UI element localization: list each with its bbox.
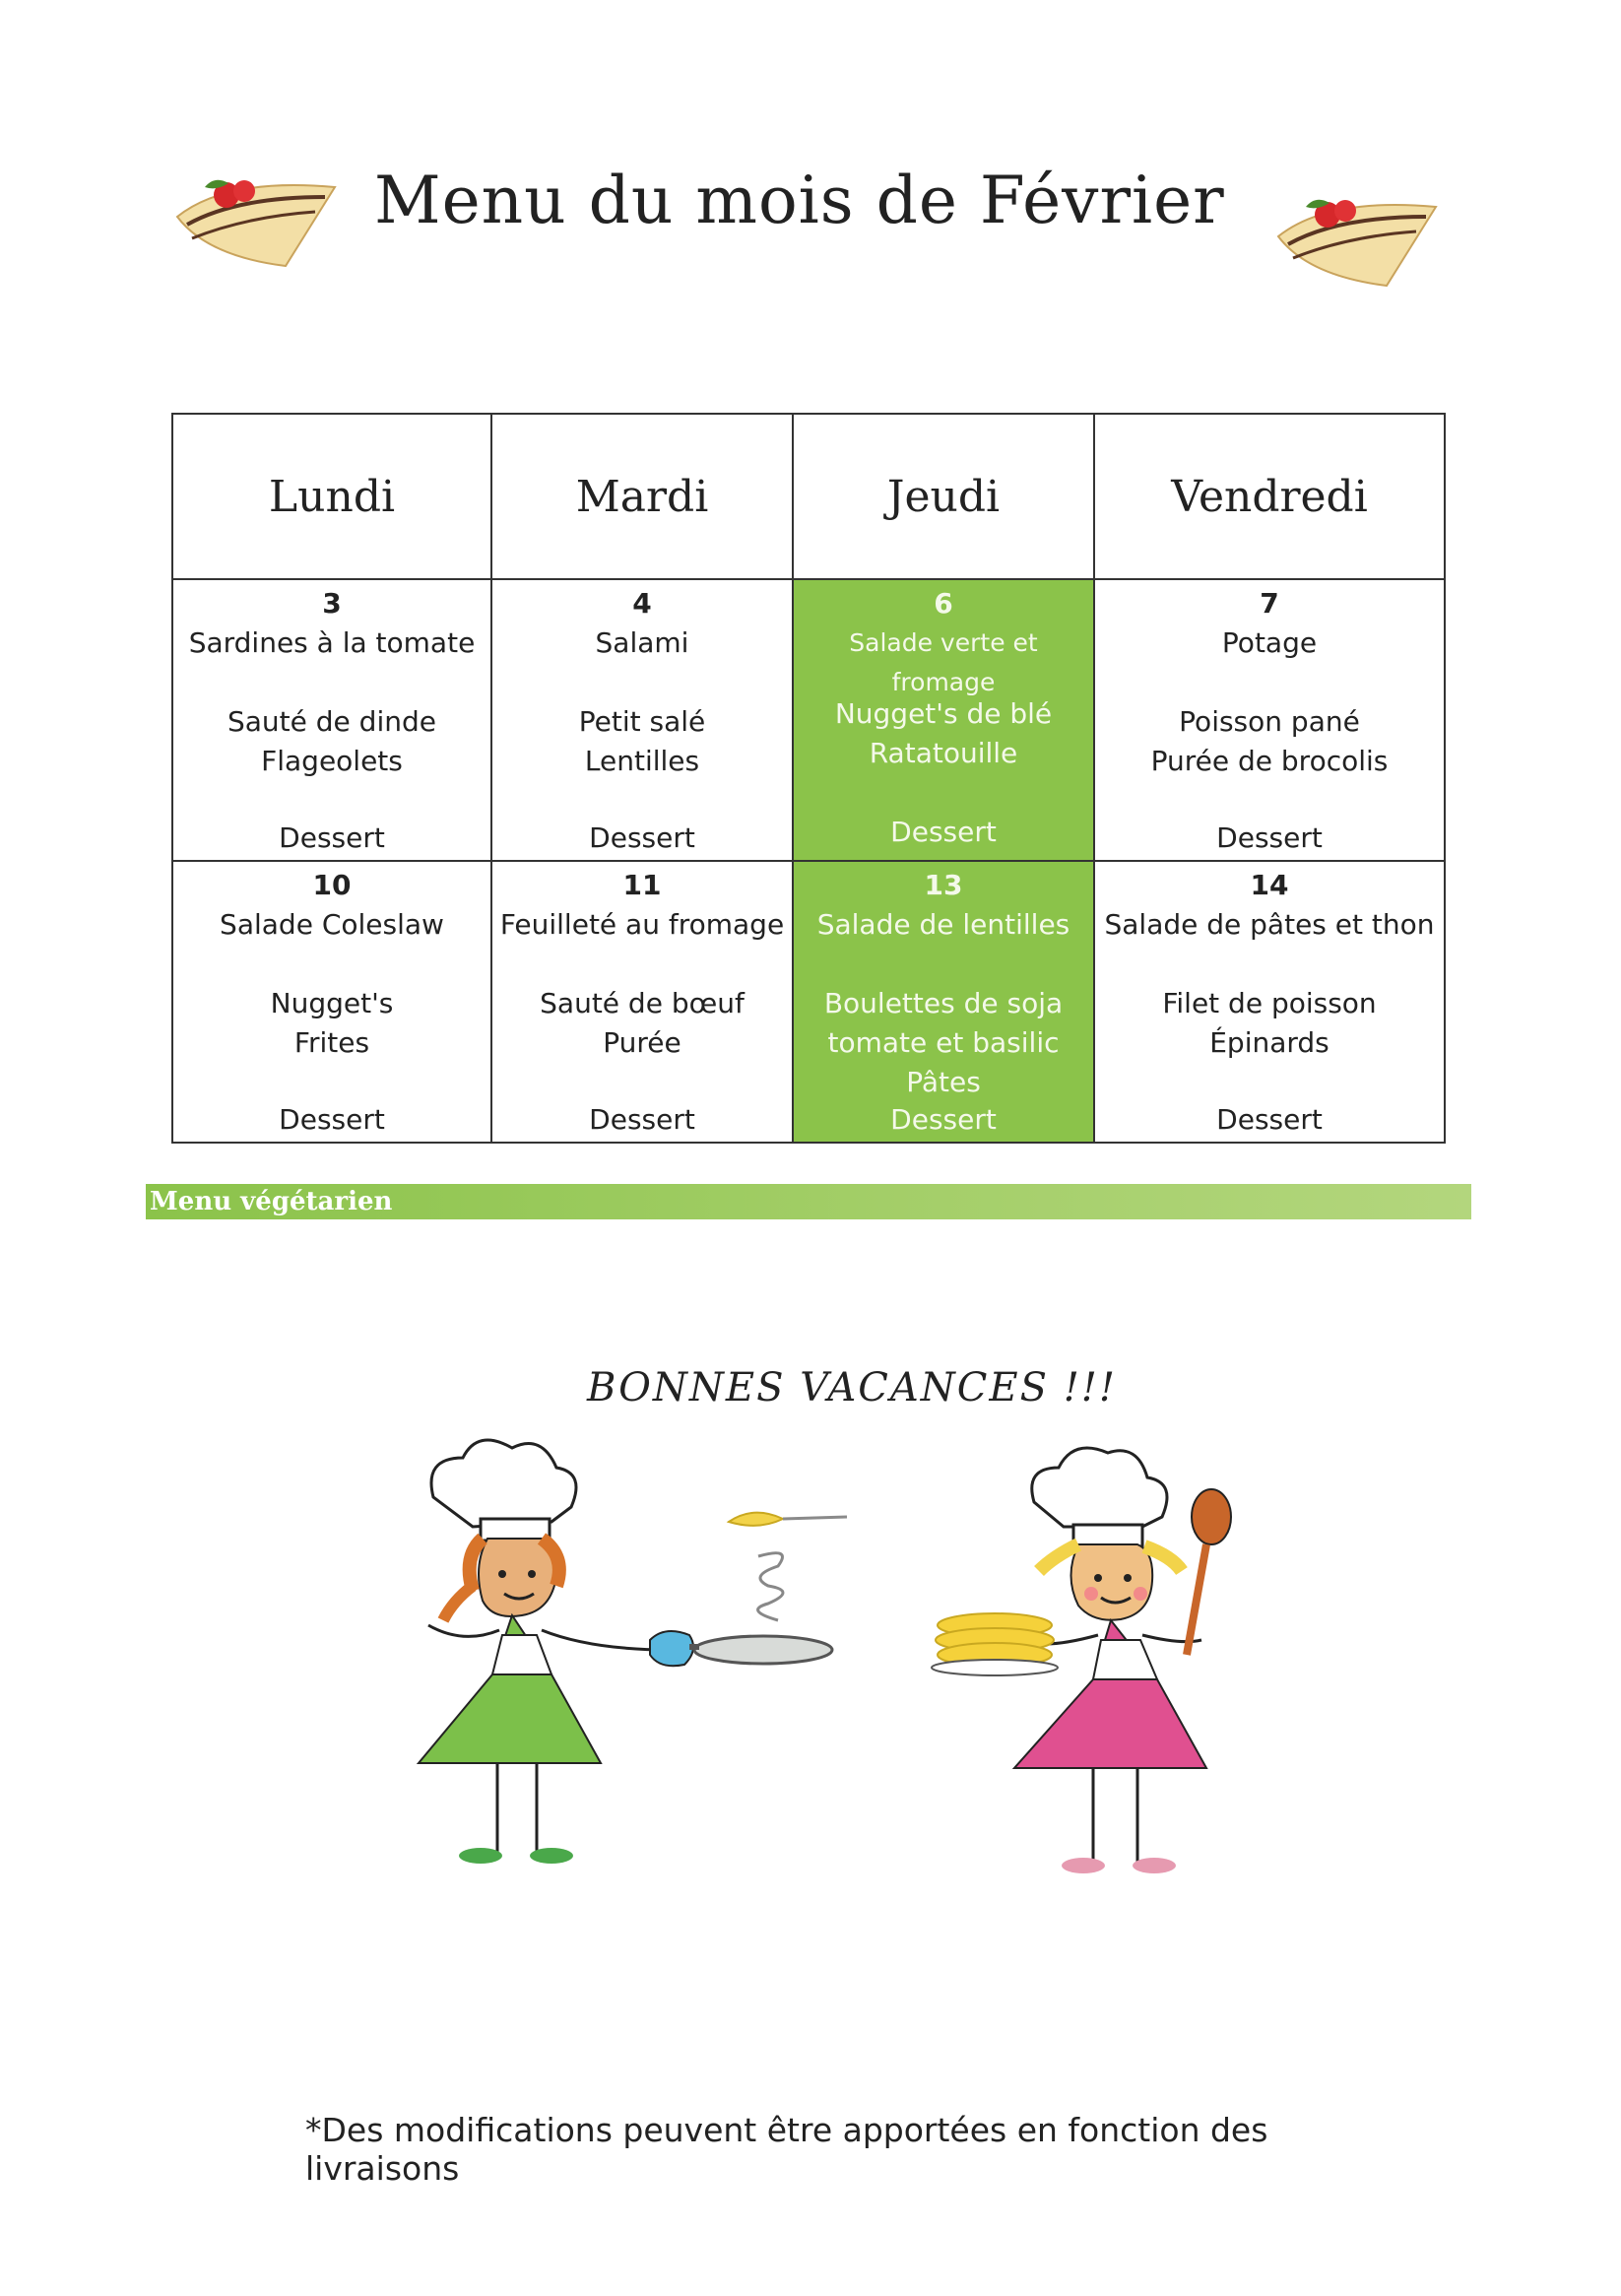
side-dish: Purée xyxy=(603,1026,681,1059)
starter: Salade verte et fromage xyxy=(849,628,1038,696)
day-header-row xyxy=(172,414,1445,579)
chefs-illustration xyxy=(404,1428,1270,1891)
starter: Salade Coleslaw xyxy=(220,908,444,941)
day-number: 14 xyxy=(1250,869,1289,901)
starter: Potage xyxy=(1221,626,1318,659)
side-dish: Frites xyxy=(293,1026,370,1059)
side-dish: Épinards xyxy=(1209,1026,1329,1059)
starter: Feuilleté au fromage xyxy=(499,908,785,941)
dessert: Dessert xyxy=(589,821,695,854)
starter: Salade de lentilles xyxy=(816,908,1070,941)
dessert: Dessert xyxy=(279,1103,385,1136)
day-cell xyxy=(491,861,793,1143)
side-dish: Ratatouille xyxy=(869,737,1018,769)
dessert: Dessert xyxy=(1216,821,1323,854)
week-row xyxy=(172,861,1445,1143)
vegetarian-legend-bar xyxy=(146,1184,1471,1219)
starter: Salade de pâtes et thon xyxy=(1104,908,1435,941)
day-cell xyxy=(1094,579,1445,861)
vegetarian-day-cell xyxy=(793,861,1094,1143)
day-number: 6 xyxy=(934,587,953,620)
footnote: *Des modifications peuvent être apportées en fonction des livraisons xyxy=(305,2111,1268,2188)
main-dish: Sauté de bœuf xyxy=(540,987,745,1019)
main-dish: Poisson pané xyxy=(1179,705,1360,738)
main-dish: Nugget's de blé xyxy=(834,697,1053,730)
starter: Sardines à la tomate xyxy=(188,626,476,659)
day-header: Jeudi xyxy=(793,414,1094,579)
day-header: Vendredi xyxy=(1094,414,1445,579)
girl-chef-icon xyxy=(932,1448,1231,1873)
crepe-icon xyxy=(167,158,355,276)
day-number: 13 xyxy=(924,869,963,901)
flying-crepe-icon xyxy=(729,1513,847,1620)
main-dish: Petit salé xyxy=(578,705,706,738)
dessert: Dessert xyxy=(279,821,385,854)
day-cell xyxy=(172,579,491,861)
menu-table xyxy=(171,413,1446,1144)
dessert: Dessert xyxy=(589,1103,695,1136)
dessert: Dessert xyxy=(890,1103,997,1136)
side-dish: Pâtes xyxy=(906,1066,981,1098)
day-number: 7 xyxy=(1260,587,1279,620)
boy-chef-icon xyxy=(419,1440,832,1864)
main-dish: Nugget's xyxy=(270,987,394,1019)
day-header: Lundi xyxy=(172,414,491,579)
day-cell xyxy=(491,579,793,861)
page-title: Menu du mois de Février xyxy=(374,163,1225,238)
day-number: 11 xyxy=(622,869,662,901)
side-dish: Flageolets xyxy=(261,745,403,777)
crepe-icon xyxy=(1268,177,1456,295)
day-number: 10 xyxy=(312,869,352,901)
day-number: 3 xyxy=(322,587,342,620)
main-dish: Filet de poisson xyxy=(1162,987,1377,1019)
main-dish: Boulettes de soja xyxy=(823,987,1064,1019)
side-dish: Purée de brocolis xyxy=(1150,745,1389,777)
dessert: Dessert xyxy=(890,816,997,848)
vegetarian-day-cell xyxy=(793,579,1094,861)
day-cell xyxy=(1094,861,1445,1143)
main-dish-detail: tomate et basilic xyxy=(827,1026,1060,1059)
day-cell xyxy=(172,861,491,1143)
holiday-greeting: BONNES VACANCES !!! xyxy=(587,1365,1117,1410)
day-header: Mardi xyxy=(491,414,793,579)
vegetarian-legend-label: Menu végétarien xyxy=(150,1187,393,1216)
side-dish: Lentilles xyxy=(584,745,700,777)
week-row xyxy=(172,579,1445,861)
dessert: Dessert xyxy=(1216,1103,1323,1136)
day-number: 4 xyxy=(632,587,652,620)
main-dish: Sauté de dinde xyxy=(227,705,436,738)
starter: Salami xyxy=(595,626,689,659)
